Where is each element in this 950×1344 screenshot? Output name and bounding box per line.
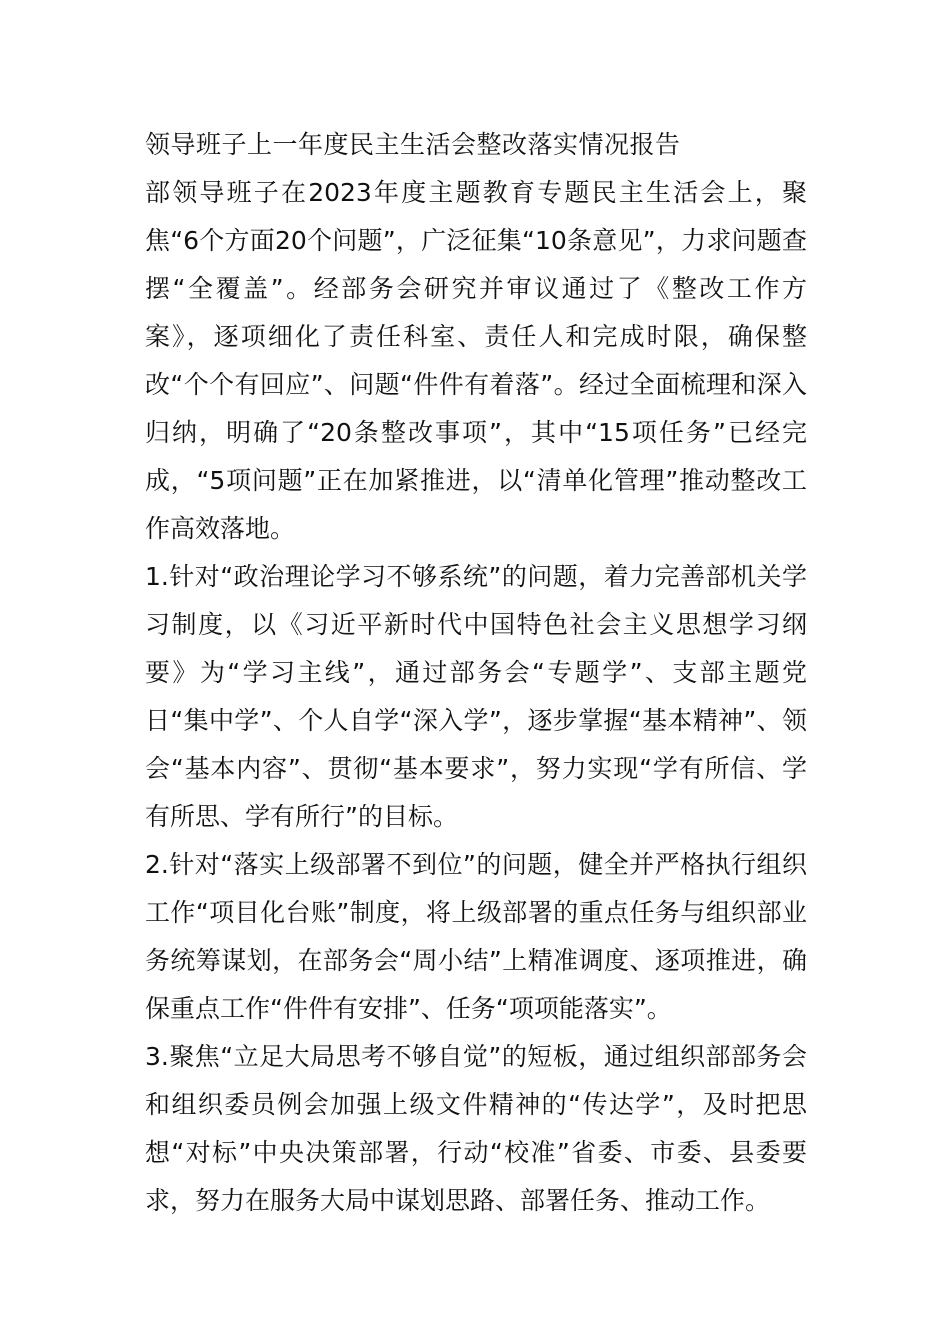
paragraph-intro: 部领导班子在2023年度主题教育专题民主生活会上，聚焦“6个方面20个问题”，广泛征集“10条意见”，力求问题查摆“全覆盖”。经部务会研究并审议通过了《整改工作方案》，逐项细化了责任科室、责任人和完成时限，确保整改“个个有回应”、问题“件件有着落”。经过全面梳理和深入归纳，明确了“20条整改事项”，其中“15项任务”已经完成，“5项问题”正在加紧推进，以“清单化管理”推动整改工作高效落地。: [145, 178, 807, 543]
paragraph-item-2: 2.针对“落实上级部署不到位”的问题，健全并严格执行组织工作“项目化台账”制度，将上级部署的重点任务与组织部业务统筹谋划，在部务会“周小结”上精准调度、逐项推进，确保重点工作“件件有安排”、任务“项项能落实”。: [145, 850, 807, 1023]
document-title: 领导班子上一年度民主生活会整改落实情况报告: [145, 130, 681, 159]
document-body: [145, 121, 807, 1225]
paragraph-item-3: 3.聚焦“立足大局思考不够自觉”的短板，通过组织部部务会和组织委员例会加强上级文件精神的“传达学”，及时把思想“对标”中央决策部署，行动“校准”省委、市委、县委要求，努力在服务大局中谋划思路、部署任务、推动工作。: [145, 1042, 807, 1215]
paragraph-item-1: 1.针对“政治理论学习不够系统”的问题，着力完善部机关学习制度，以《习近平新时代中国特色社会主义思想学习纲要》为“学习主线”，通过部务会“专题学”、支部主题党日“集中学”、个人自学“深入学”，逐步掌握“基本精神”、领会“基本内容”、贯彻“基本要求”，努力实现“学有所信、学有所思、学有所行”的目标。: [145, 562, 807, 831]
